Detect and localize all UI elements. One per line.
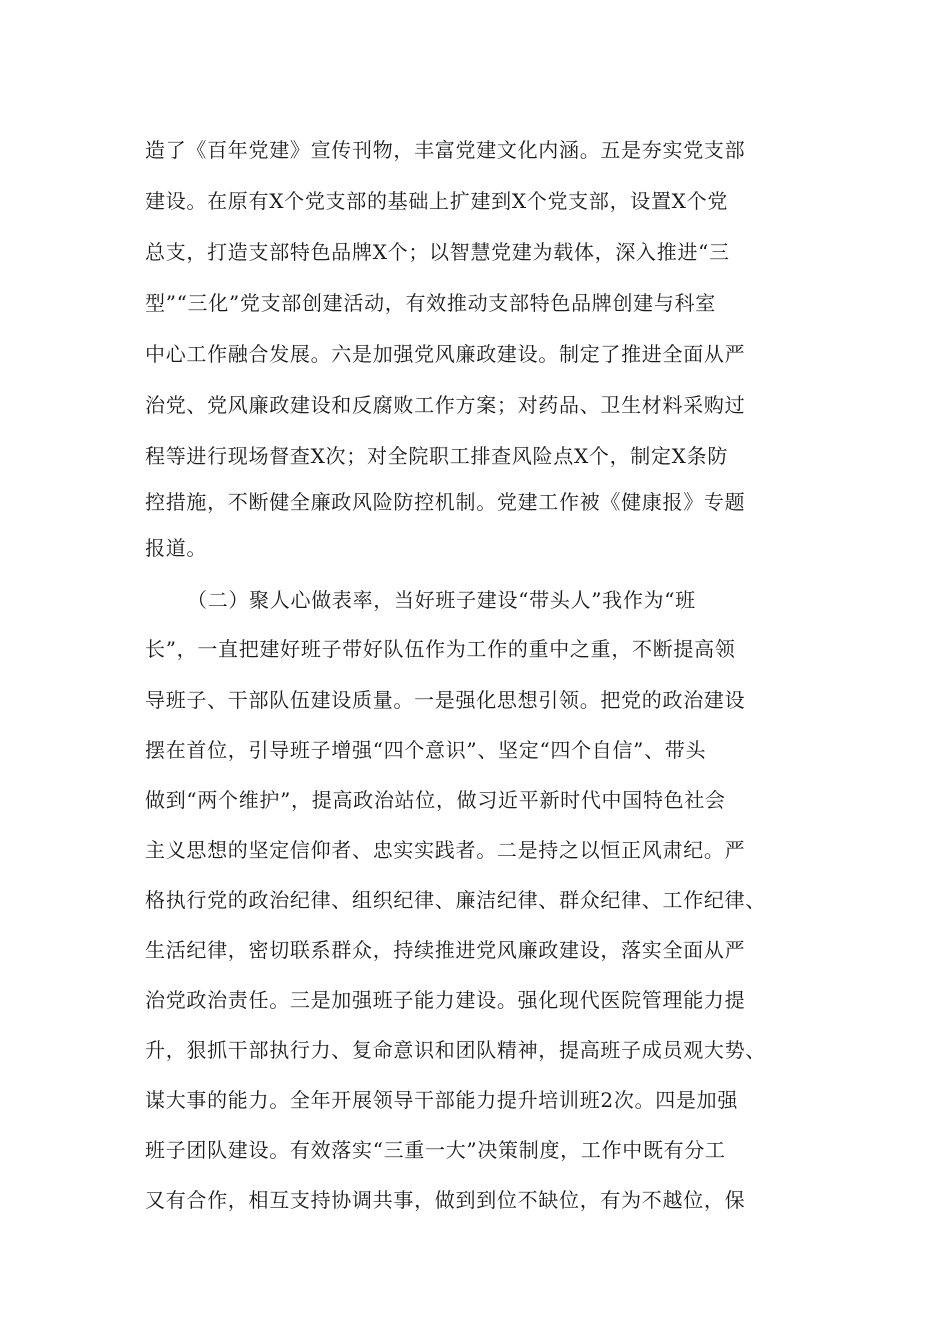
text-line-19: 升，狠抓干部执行力、复命意识和团队精神，提高班子成员观大势、 (145, 1038, 766, 1062)
section-heading-line: （二）聚人心做表率，当好班子建设“带头人”我作为“班 (187, 588, 696, 612)
text-line-3: 总支，打造支部特色品牌X个；以智慧党建为载体，深入推进“三 (145, 240, 730, 264)
text-line-21: 班子团队建设。有效落实“三重一大”决策制度，工作中既有分工 (145, 1138, 726, 1162)
text-line-9: 报道。 (145, 536, 208, 560)
text-line-13: 摆在首位，引导班子增强“四个意识”、坚定“四个自信”、带头 (145, 738, 707, 762)
text-line-7: 程等进行现场督查X次；对全院职工排查风险点X个，制定X条防 (145, 444, 729, 468)
text-line-5: 中心工作融合发展。六是加强党风廉政建设。制定了推进全面从严 (145, 342, 746, 366)
text-line-20: 谋大事的能力。全年开展领导干部能力提升培训班2次。四是加强 (145, 1088, 739, 1112)
text-line-8: 控措施，不断健全廉政风险防控机制。党建工作被《健康报》专题 (145, 490, 746, 514)
text-line-12: 导班子、干部队伍建设质量。一是强化思想引领。把党的政治建设 (145, 688, 746, 712)
text-line-17: 生活纪律，密切联系群众，持续推进党风廉政建设，落实全面从严 (145, 938, 746, 962)
text-line-15: 主义思想的坚定信仰者、忠实实践者。二是持之以恒正风肃纪。严 (145, 838, 746, 862)
text-line-16: 格执行党的政治纪律、组织纪律、廉洁纪律、群众纪律、工作纪律、 (145, 888, 766, 912)
text-line-6: 治党、党风廉政建设和反腐败工作方案；对药品、卫生材料采购过 (145, 393, 746, 417)
text-line-18: 治党政治责任。三是加强班子能力建设。强化现代医院管理能力提 (145, 988, 746, 1012)
text-line-1: 造了《百年党建》宣传刊物，丰富党建文化内涵。五是夯实党支部 (145, 138, 746, 162)
text-line-11: 长”，一直把建好班子带好队伍作为工作的重中之重，不断提高领 (145, 637, 736, 661)
text-line-22: 又有合作，相互支持协调共事，做到到位不缺位，有为不越位，保 (145, 1188, 746, 1212)
text-line-14: 做到“两个维护”，提高政治站位，做习近平新时代中国特色社会 (145, 788, 726, 812)
text-line-2: 建设。在原有X个党支部的基础上扩建到X个党支部，设置X个党 (145, 189, 729, 213)
text-line-4: 型”“三化”党支部创建活动，有效推动支部特色品牌创建与科室 (145, 291, 716, 315)
